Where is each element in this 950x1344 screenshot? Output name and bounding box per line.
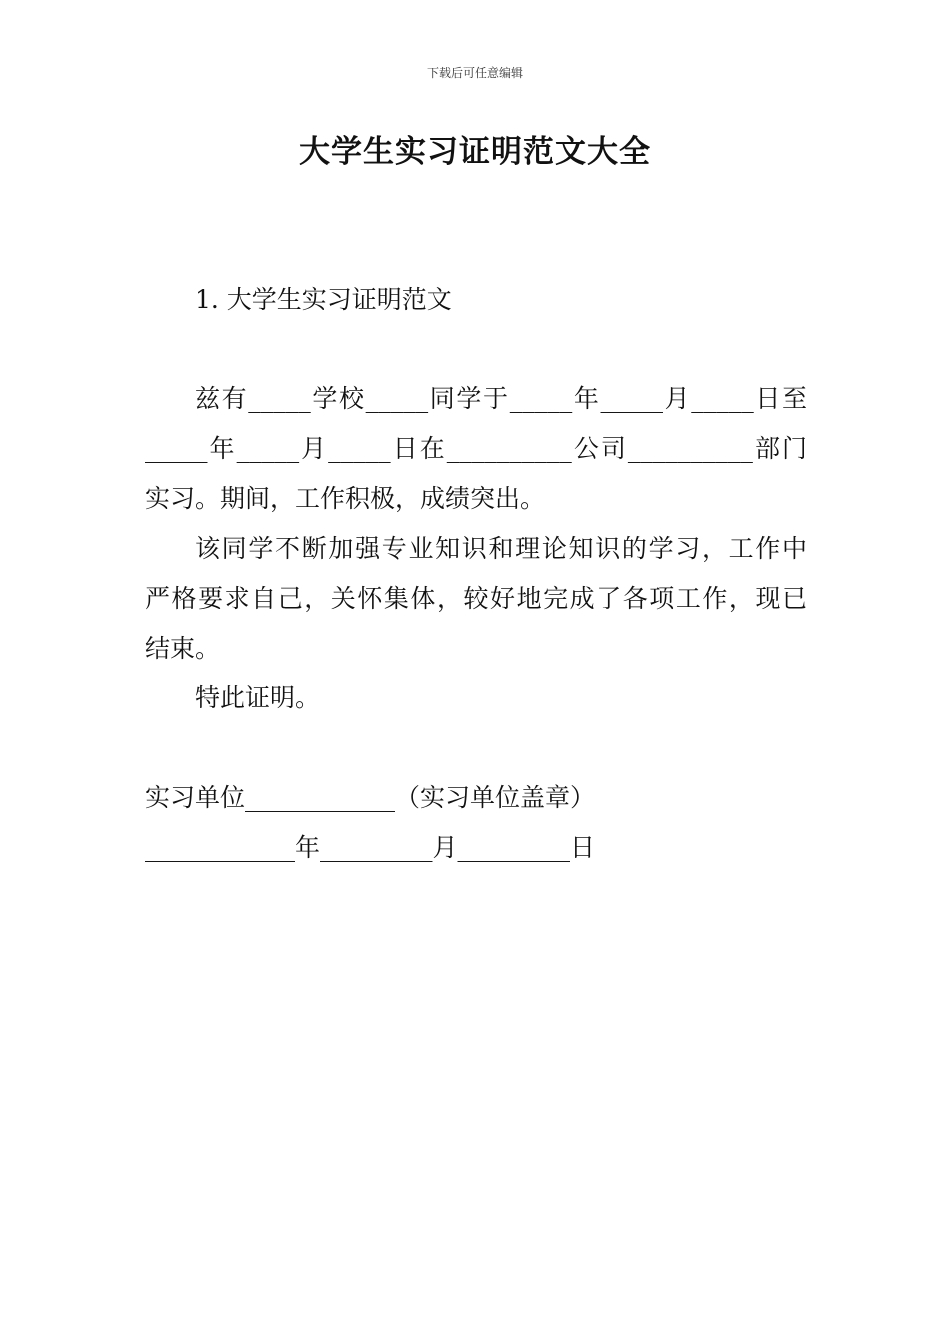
paragraph1-line3: 实习。期间，工作积极，成绩突出。 bbox=[145, 484, 546, 513]
section-heading: 1. 大学生实习证明范文 bbox=[195, 285, 452, 314]
signature-unit-line: 实习单位____________（实习单位盖章） bbox=[145, 783, 596, 812]
paragraph1-line2: _____年_____月_____日在__________公司__________部门 bbox=[145, 434, 807, 463]
header-note: 下载后可任意编辑 bbox=[426, 66, 523, 80]
paragraph2-line2: 严格要求自己，关怀集体，较好地完成了各项工作，现已 bbox=[145, 584, 807, 613]
closing-statement: 特此证明。 bbox=[195, 683, 321, 712]
signature-date-line: ____________年_________月_________日 bbox=[145, 833, 596, 862]
paragraph2-line3: 结束。 bbox=[145, 634, 221, 663]
paragraph1-line1: 兹有_____学校_____同学于_____年_____月_____日至 bbox=[195, 384, 807, 413]
document-title: 大学生实习证明范文大全 bbox=[299, 134, 651, 170]
paragraph2-line1: 该同学不断加强专业知识和理论知识的学习，工作中 bbox=[195, 534, 807, 563]
